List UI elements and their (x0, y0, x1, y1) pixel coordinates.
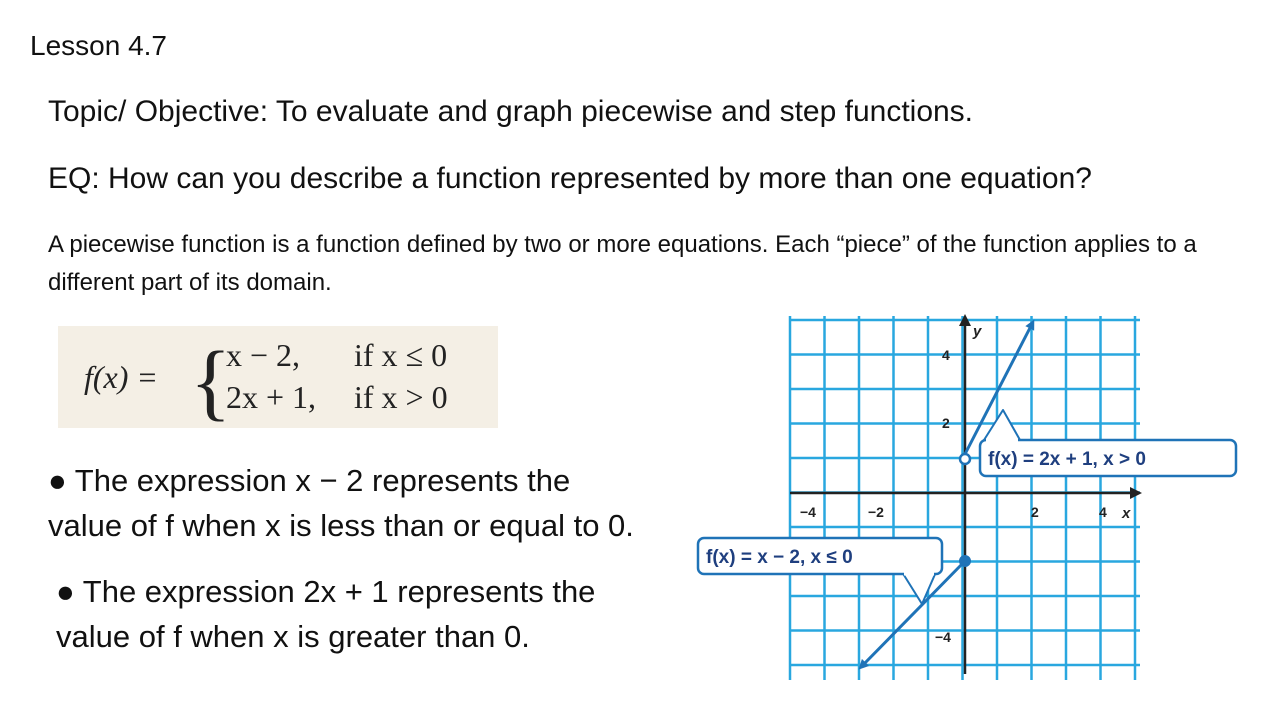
y-tick-label: 2 (942, 415, 950, 431)
piecewise-graph (690, 302, 1250, 684)
bullet-2-line-1: ● The expression 2x + 1 represents the (56, 574, 596, 609)
essential-question: EQ: How can you describe a function represented by more than one equation? (48, 162, 1092, 195)
x-tick-label: −2 (868, 504, 884, 520)
bullet-2-line-2: value of f when x is greater than 0. (56, 619, 530, 654)
formula-piece2-cond: if x > 0 (354, 379, 448, 415)
piecewise-formula (58, 326, 498, 428)
bullet-expression-2 (56, 569, 595, 659)
topic-objective: Topic/ Objective: To evaluate and graph piecewise and step functions. (48, 95, 974, 128)
formula-brace: { (190, 333, 232, 428)
bullet-1-line-1: ● The expression x − 2 represents the (48, 463, 571, 498)
callout-left-pointer (902, 572, 936, 604)
bullet-expression-1 (48, 458, 634, 548)
formula-lhs: f(x) = (84, 359, 158, 395)
callout-right-text: f(x) = 2x + 1, x > 0 (988, 449, 1146, 470)
y-tick-label: −4 (935, 629, 951, 645)
piecewise-definition: A piecewise function is a function defined by two or more equations. Each “piece” of the function applies to a different part of its domain. (48, 231, 1197, 296)
x-tick-label: −4 (800, 504, 816, 520)
y-tick-label: 4 (942, 347, 950, 363)
formula-piece1-cond: if x ≤ 0 (354, 337, 448, 373)
closed-endpoint (960, 556, 970, 566)
y-axis-label: y (973, 323, 982, 340)
formula-piece2-expr: 2x + 1, (226, 379, 317, 415)
bullet-1-line-2: value of f when x is less than or equal to 0. (48, 508, 634, 543)
x-tick-label: 2 (1031, 504, 1039, 520)
open-endpoint (960, 454, 970, 464)
lesson-title: Lesson 4.7 (30, 30, 167, 61)
formula-piece1-expr: x − 2, (226, 337, 301, 373)
x-axis-label: x (1122, 505, 1131, 522)
x-tick-label: 4 (1099, 504, 1107, 520)
callout-right-pointer (984, 410, 1020, 440)
callout-left-text: f(x) = x − 2, x ≤ 0 (706, 547, 853, 568)
